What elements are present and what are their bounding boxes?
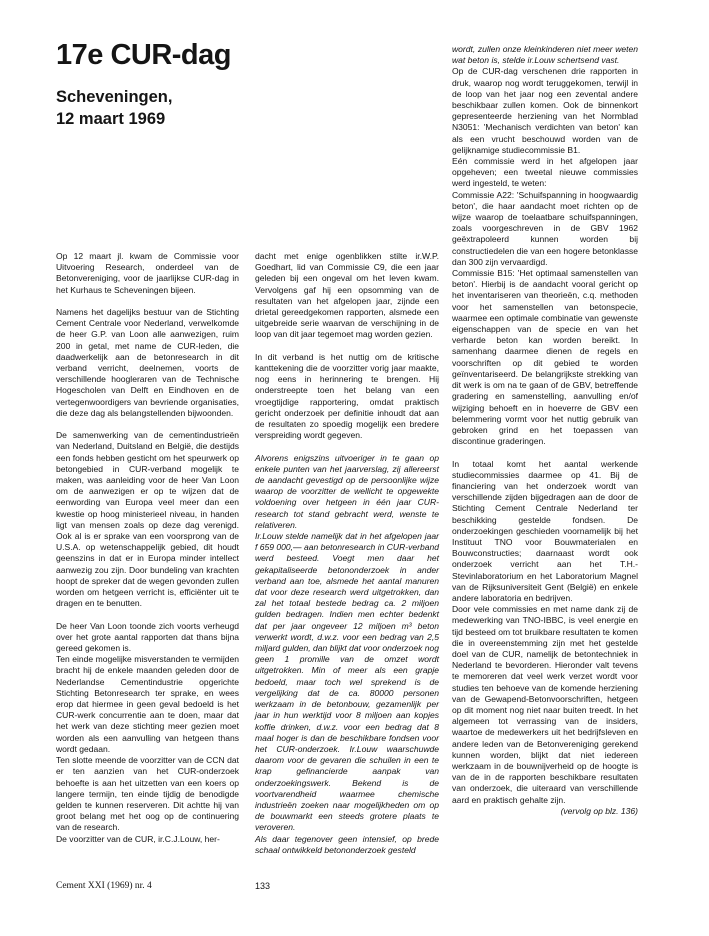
text-column-3: [452, 44, 638, 817]
paragraph: De samenwerking van de cementindustrieën van Nederland, Duitsland en België, die destijds een fonds hebben gesticht om het speurwerk op betongebied in CUR-verband mogelijk te maken, was aanleiding voor de heer Van Loon om de aanwezigen er op te wijzen dat de eenwording van Europa veel meer dan een kwestie op hoog ministerieel niveau, in handen ligt van mensen zoals op deze dag verenigd. Ook al is er sprake van een voorsprong van de U.S.A. op wetenschappelijk gebied, dit houdt geenszins in dat er in Europa minder intellect aanwezig zou zijn. Door bundeling van krachten hoopt de spreker dat de wegen gevonden zullen worden om hetgeen verricht is, efficiënter uit te dragen en te benutten.: [56, 430, 239, 609]
paragraph: dacht met enige ogenblikken stilte ir.W.P. Goedhart, lid van Commissie C9, die een jaar geleden bij een ongeval om het leven kwam. Vervolgens gaf hij een opsomming van de resultaten van het afgelopen jaar, zijnde een drietal gereedgekomen rapporten, alsmede een uitgebreide serie waarvan de verschijning in de loop van dit jaar tegemoet mag worden gezien.: [255, 251, 439, 340]
subtitle-date: 12 maart 1969: [56, 110, 166, 128]
paragraph: De heer Van Loon toonde zich voorts verheugd over het grote aantal rapporten dat thans bijna gereed gekomen is.: [56, 620, 239, 654]
paragraph: Ten slotte meende de voorzitter van de CCN dat er ten aanzien van het CUR-onderzoek behoefte is aan het uitzetten van een koers op langere termijn, ten einde tijdig de benodigde gelden te kunnen reserveren. Dit achtte hij van groot belang met het oog op de continuering van de research.: [56, 755, 239, 833]
paragraph: Eén commissie werd in het afgelopen jaar opgeheven; een tweetal nieuwe commissies werd ingesteld, te weten:: [452, 156, 638, 189]
italic-paragraph: Als daar tegenover geen intensief, op brede schaal ontwikkeld betononderzoek gesteld: [255, 833, 439, 855]
text-column-1: [56, 251, 239, 845]
page-number: 133: [255, 881, 271, 891]
paragraph: Ten einde mogelijke misverstanden te vermijden bracht hij de enkele maanden geleden door de Nederlandse Cementindustrie opgerichte Stichting Betonresearch ter sprake, en wees erop dat hiermee in geen geval bedoeld is het CUR-werk concurrentie aan te doen, maar dat het werk van deze stichting meer gezien moet worden als een aanvulling van hetgeen thans wordt gedaan.: [56, 654, 239, 754]
paragraph: Commissie A22: 'Schuifspanning in hoogwaardig beton', die haar aandacht moet richten op de wijze waarop de toelaatbare schuifspanningen, zoals voorgeschreven in de GBV 1962 geëxtrapoleerd kunnen worden bij constructiedelen die van een hogere betonklasse dan 300 zijn vervaardigd.: [452, 189, 638, 267]
paragraph: Door vele commissies en met name dank zij de medewerking van TNO-IBBC, is veel energie en tijd besteed om tot bruikbare resultaten te komen die in overeenstemming zijn met het gestelde doel van de CUR, namelijk de betontechniek in Nederland te bevorderen. Hieronder valt tevens te memoreren dat veel werk verzet wordt voor studies ten behoeve van de komende herziening van de Gewapend-Betonvoorschriften, hetgeen op dit moment nog niet naar buiten treedt. In het algemeen tot verrassing van de insiders, waartoe de medewerkers uit het bedrijfsleven en andere leden van de Betonvereniging gerekend kunnen worden, blijkt dat niet iedereen werkzaam in de bouwnijverheid op de hoogte is van de in de rapporten beschikbare resultaten van onderzoek, die uiteraard van verschillende aard en praktisch gehalte zijn.: [452, 604, 638, 805]
text-column-2: [255, 251, 439, 856]
paragraph: Op 12 maart jl. kwam de Commissie voor Uitvoering Research, onderdeel van de Betonvereniging, voor de jaarlijkse CUR-dag in het Kurhaus te Scheveningen bijeen.: [56, 251, 239, 295]
italic-paragraph: Ir.Louw stelde namelijk dat in het afgelopen jaar f 659 000,— aan betonresearch in CUR-verband werd besteed. Voegt men daar het gekapitaliseerde betononderzoek in ander verband aan toe, alsmede het aantal manuren dat voor deze research werd uitgetrokken, dan zal het totaal bestede bedrag ca. 2 miljoen gulden bedragen. Indien men echter bedenkt dat per jaar ongeveer 12 miljoen m³ beton verwerkt wordt, d.w.z. voor een bedrag van 2,5 miljard gulden, dan blijkt dat voor onderzoek nog geen 1 promille van de omzet wordt uitgetrokken. Min of meer als een grapje bedoeld, maar toch wel sprekend is de vergelijking dat de ca. 80000 personen werkzaam in de betonbouw, gezamenlijk per jaar in hun werktijd voor 8 miljoen aan kopjes koffie drinken, d.w.z. voor een bedrag dat 8 maal hoger is dan de beschikbare fondsen voor het CUR-onderzoek. Ir.Louw waarschuwde daarom voor de gevaren die schuilen in een te krap gefinancierde aanpak van onderzoekingswerk. Bekend is de voortvarendheid waarmee chemische industrieën zoeken naar mogelijkheden om op de bouwmarkt een steeds grotere plaats te veroveren.: [255, 531, 439, 833]
continuation-note: (vervolg op blz. 136): [560, 805, 638, 816]
italic-paragraph: wordt, zullen onze kleinkinderen niet meer weten wat beton is, stelde ir.Louw schertsend vast.: [452, 44, 638, 66]
paragraph: Op de CUR-dag verschenen drie rapporten in druk, waarop nog wordt teruggekomen, terwijl in de loop van het jaar nog een zevental andere beschikbaar zullen komen. Ook de binnenkort gepresenteerde herziening van het Normblad N3051: 'Mechanisch verdichten van beton' kan als een vrucht beschouwd worden van de gelijknamige studiecommissie B1.: [452, 66, 638, 155]
paragraph: Commissie B15: 'Het optimaal samenstellen van beton'. Hierbij is de aandacht vooral gericht op het inventariseren van theorieën, c.q. methoden voor het samenstellen van betonspecie, waarmee een optimale combinatie van gewenste eigenschappen van de specie en van het verharde beton kan worden bereikt. In samenhang daarmee dienen de regels en voorschriften op dit gebied te worden geïnventariseerd. De belangrijkste strekking van dit werk is om na te gaan of de GBV, betreffende gradering en samenstelling, aanvulling en/of wijziging behoeft en in hoeverre de GBV een belemmering vormt voor het nuttig gebruik van gebroken grind en het toepassen van discontinue graderingen.: [452, 268, 638, 447]
subtitle-location: Scheveningen,: [56, 88, 173, 106]
article-subtitle: [56, 86, 172, 130]
paragraph: Namens het dagelijks bestuur van de Stichting Cement Centrale voor Nederland, verwelkomde de heer G.P. van Loon alle aanwezigen, ruim 200 in getal, met name de CUR-leden, die daadwerkelijk aan de betonresearch in dit verband verricht, deelnemen, voorts de verschillende hoogleraren van de Technische Hogescholen van Delft en Eindhoven en de vertegenwoordigers van bevriende organisaties, die deze dag als belangstellenden bijwoonden.: [56, 307, 239, 418]
paragraph: In totaal komt het aantal werkende studiecommissies daarmee op 41. Bij de financiering van het onderzoek wordt van verschillende zijden bijgedragen aan de door de Stichting Cement Centrale Nederland ter beschikking gestelde fondsen. De onderzoekingen geschieden voornamelijk bij het Instituut TNO voor Bouwmaterialen en Bouwconstructies; daarnaast wordt ook onderzoek verricht aan het T.H.-Stevinlaboratorium en het Laboratorium Magnel van de Rijksuniversiteit Gent (België) en enkele andere laboratoria en bedrijven.: [452, 458, 638, 603]
italic-paragraph: Alvorens enigszins uitvoeriger in te gaan op enkele punten van het jaarverslag, zij allereerst de aandacht gevestigd op de persoonlijke wijze waarop de voorzitter de wellicht te opgewekte voldoening over hetgeen in één jaar CUR-research tot stand gebracht werd, wenste te relativeren.: [255, 452, 439, 530]
journal-reference: Cement XXI (1969) nr. 4: [56, 881, 152, 891]
article-title: 17e CUR-dag: [56, 39, 231, 71]
paragraph: De voorzitter van de CUR, ir.C.J.Louw, her-: [56, 833, 220, 844]
paragraph: In dit verband is het nuttig om de kritische kanttekening die de voorzitter vorig jaar maakte, nog eens in herinnering te brengen. Hij onderstreepte toen het belang van een vroegtijdige rapportering, omdat praktisch gericht onderzoek per definitie inhoudt dat aan de resultaten zo spoedig mogelijk een bredere verspreiding wordt gegeven.: [255, 351, 439, 441]
